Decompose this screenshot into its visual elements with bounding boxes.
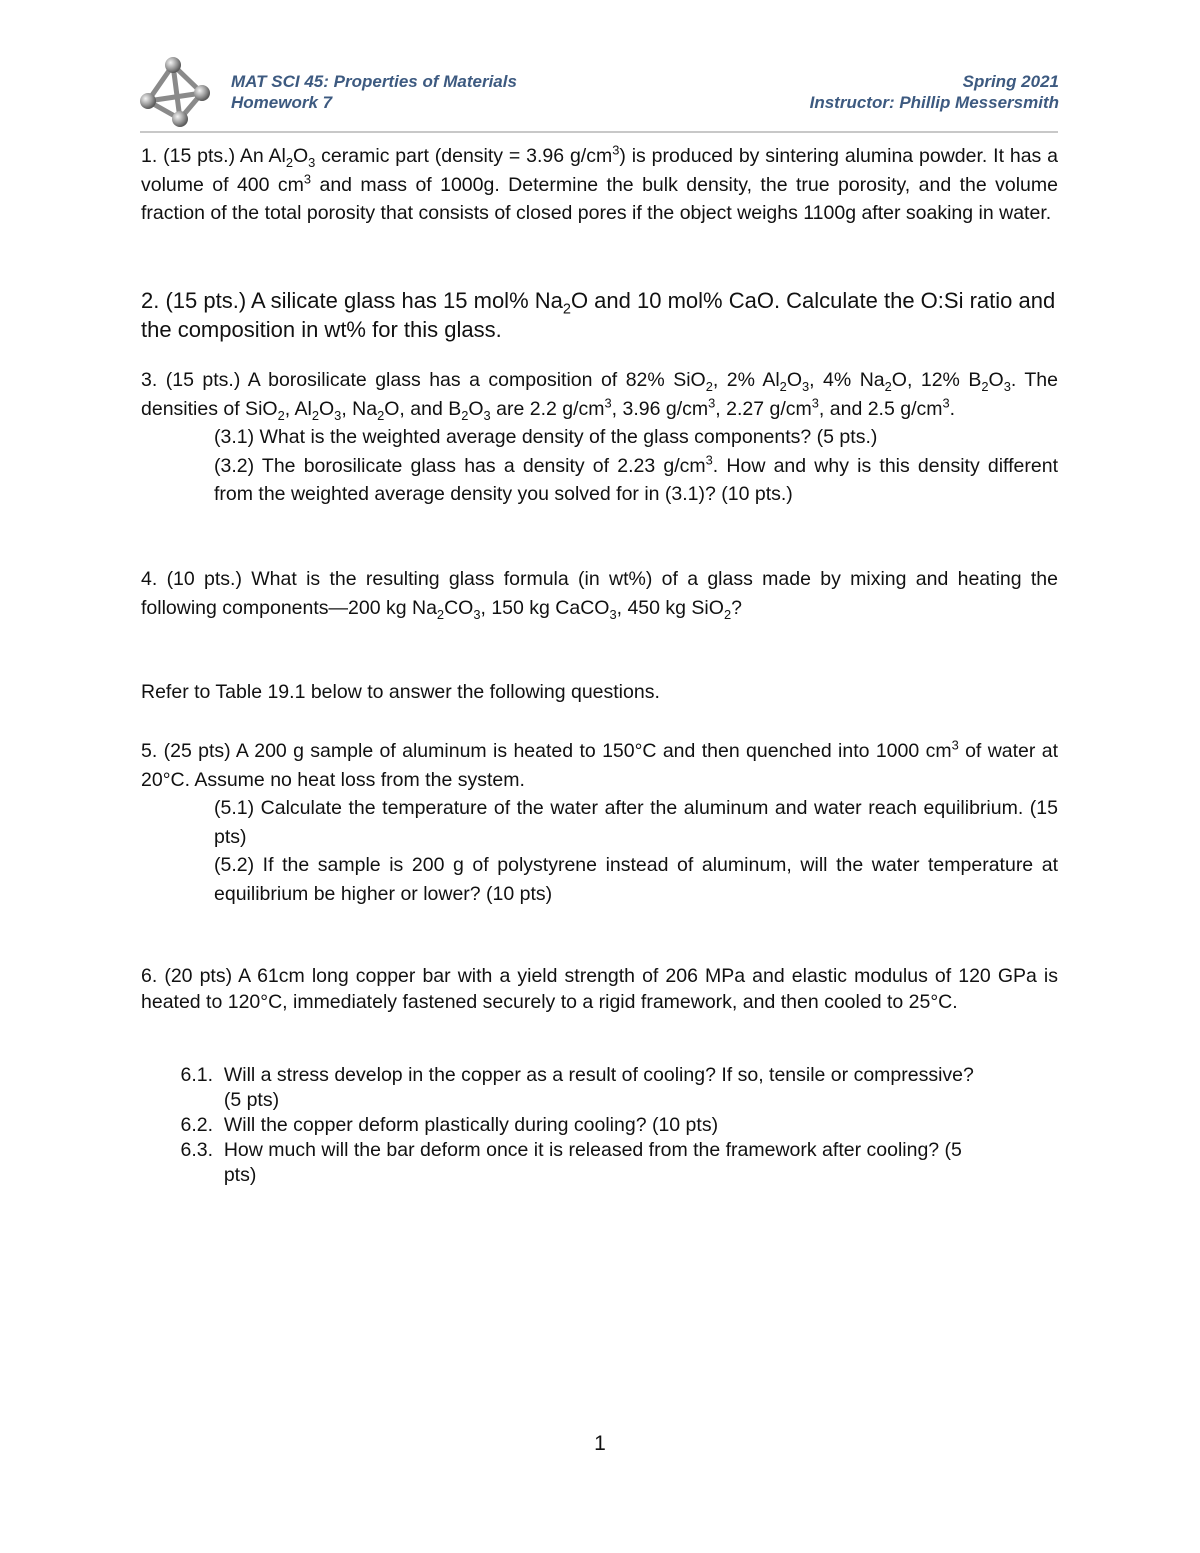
question-3-2: (3.2) The borosilicate glass has a density of 2.23 $g/cm^3$. How and why is this density different from the weighted average density you solved for in (3.1)? (10 pts.) (214, 452, 1058, 505)
question-5: 5. (25 pts) A 200 g sample of aluminum is heated to 150°C and then quenched into 1000 $cm^3$ of water at 20°C. Assume no heat loss from the system. (5.1) Calculate the temperature of the water after the aluminum and water reach equilibrium. (15 pts) (5.2) If the sample is 200 g of polystyrene instead of aluminum, will the water temperature at equilibrium be higher or lower? (10 pts) (141, 737, 1058, 908)
instructor-label: Instructor: Phillip Messersmith (809, 93, 1059, 112)
question-4: 4. (10 pts.) What is the resulting glass formula (in wt%) of a glass made by mixing and heating the following components—200 kg $Na_2CO_3$, 150 kg CaCO$_3$, 450 kg SiO$_2$? (141, 568, 1058, 622)
list-item: 6.3. How much will the bar deform once it is released from the framework after cooling? (5 pts) (180, 1139, 962, 1186)
page-number: 1 (594, 1432, 606, 1455)
question-2: 2. (15 pts.) A silicate glass has 15 mol% $Na_2O$ and 10 mol% CaO. Calculate the O:Si ratio and the composition in wt% for this glass. (141, 288, 1056, 342)
question-5-2: (5.2) If the sample is 200 g of polystyrene instead of aluminum, will the water temperature at equilibrium be higher or lower? (10 pts) (214, 854, 1058, 905)
header-divider (140, 131, 1058, 133)
list-item: 6.1. Will a stress develop in the copper as a result of cooling? If so, tensile or compressive? (5 pts) (180, 1064, 974, 1111)
header-right (810, 71, 1059, 113)
term-label: Spring 2021 (962, 72, 1059, 91)
course-title: MAT SCI 45: Properties of Materials (231, 72, 517, 91)
question-1: 1. (15 pts.) An $Al_2O_3$ ceramic part (density = 3.96 $g/cm^3$) is produced by sintering alumina powder. It has a volume of 400 $cm^3$ and mass of 1000g. Determine the bulk density, the true porosity, and the volume fraction of the total porosity that consists of closed pores if the object weighs 1100g after soaking in water. (141, 142, 1058, 224)
question-6-parts (141, 1063, 1058, 1188)
list-item: 6.2. Will the copper deform plastically during cooling? (10 pts) (180, 1114, 719, 1136)
question-3-1: (3.1) What is the weighted average density of the glass components? (5 pts.) (214, 426, 878, 448)
question-5-1: (5.1) Calculate the temperature of the water after the aluminum and water reach equilibrium. (15 pts) (214, 797, 1058, 848)
assignment-title: Homework 7 (231, 93, 333, 112)
molecule-logo-icon (138, 55, 214, 131)
question-6: 6. (20 pts) A 61cm long copper bar with a yield strength of 206 MPa and elastic modulus of 120 GPa is heated to 120°C, immediately fastened securely to a rigid framework, and then cooled to 25°C. (141, 965, 1058, 1013)
table-reference-note: Refer to Table 19.1 below to answer the following questions. (141, 681, 660, 703)
header-left (231, 71, 517, 113)
question-3: 3. (15 pts.) A borosilicate glass has a composition of 82% SiO$_2$, 2% $Al_2O_3$, 4% $Na_2O$, 12% $B_2O_3$. The densities of SiO$_2$, $Al_2O_3$, $Na_2O$, and $B_2O_3$ are 2.2 $g/cm^3$, 3.96 $g/cm^3$, 2.27 $g/cm^3$, and 2.5 $g/cm^3$. (3.1) What is the weighted average density of the glass components? (5 pts.) (3.2) The borosilicate glass has a density of 2.23 $g/cm^3$. How and why is this density different from the weighted average density you solved for in (3.1)? (10 pts.) (141, 366, 1058, 509)
